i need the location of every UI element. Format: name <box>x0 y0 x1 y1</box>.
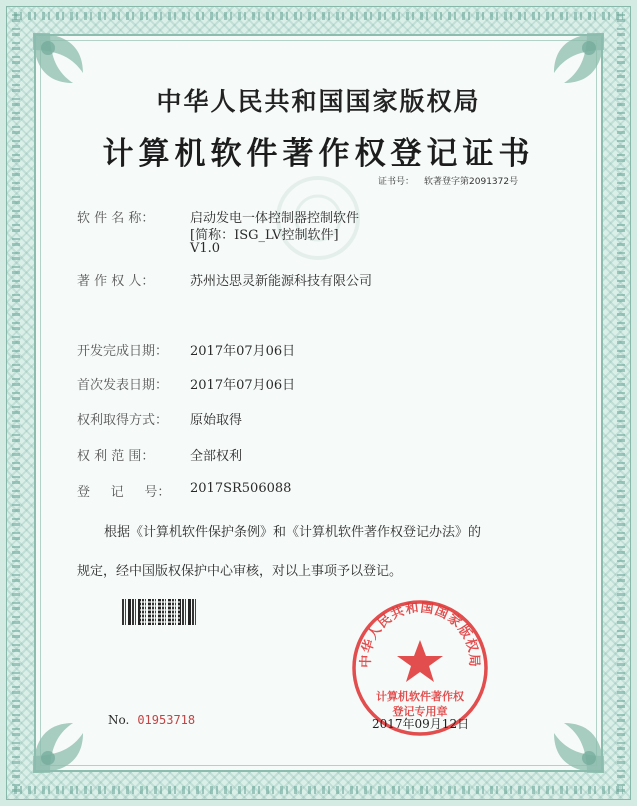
seal-line-1: 计算机软件著作权 <box>376 690 464 703</box>
software-name-label: 软 件 名 称： <box>77 211 155 226</box>
software-version: V1.0 <box>190 241 221 256</box>
dev-date-label: 开发完成日期： <box>77 344 169 359</box>
software-name-value: 启动发电一体控制器控制软件 <box>190 211 360 226</box>
certificate-title: 计算机软件著作权登记证书 <box>102 136 535 172</box>
dev-date-value: 2017年07月06日 <box>190 344 296 359</box>
software-short-name: [简称：ISG_LV控制软件] <box>190 228 339 243</box>
certificate-number-label: 证书号： <box>378 177 415 187</box>
seal-line-2: 登记专用章 <box>392 705 448 718</box>
owner-label: 著 作 权 人： <box>77 274 155 289</box>
acquire-method-value: 原始取得 <box>190 413 243 428</box>
owner-value: 苏州达思灵新能源科技有限公司 <box>190 274 373 289</box>
statement-line-2: 规定，经中国版权保护中心审核，对以上事项予以登记。 <box>77 564 403 579</box>
pub-date-label: 首次发表日期： <box>77 378 169 393</box>
corner-ornament-bottom-right <box>539 708 609 778</box>
barcode-pattern <box>140 601 180 623</box>
greek-key-top <box>14 12 623 20</box>
pub-date-value: 2017年07月06日 <box>190 378 296 393</box>
seal-ring-text: 中华人民共和国国家版权局 <box>358 600 482 668</box>
acquire-method-label: 权利取得方式： <box>77 413 169 428</box>
rights-scope-label: 权 利 范 围： <box>77 449 155 464</box>
serial-number <box>108 713 195 727</box>
statement-line-1: 根据《计算机软件保护条例》和《计算机软件著作权登记办法》的 <box>104 525 482 540</box>
corner-ornament-bottom-left <box>28 708 98 778</box>
greek-key-bottom <box>14 786 623 794</box>
serial-number-value: 01953718 <box>137 713 196 727</box>
certificate-number-value: 软著登字第2091372号 <box>424 177 519 187</box>
rights-scope-value: 全部权利 <box>190 449 243 464</box>
registration-number-label: 登 记 号： <box>77 485 171 500</box>
issue-date: 2017年09月12日 <box>372 717 470 731</box>
serial-number-label: No. <box>108 713 130 727</box>
issuer-heading: 中华人民共和国国家版权局 <box>156 87 481 116</box>
registration-number-value: 2017SR506088 <box>190 481 292 496</box>
certificate-number <box>378 174 518 187</box>
